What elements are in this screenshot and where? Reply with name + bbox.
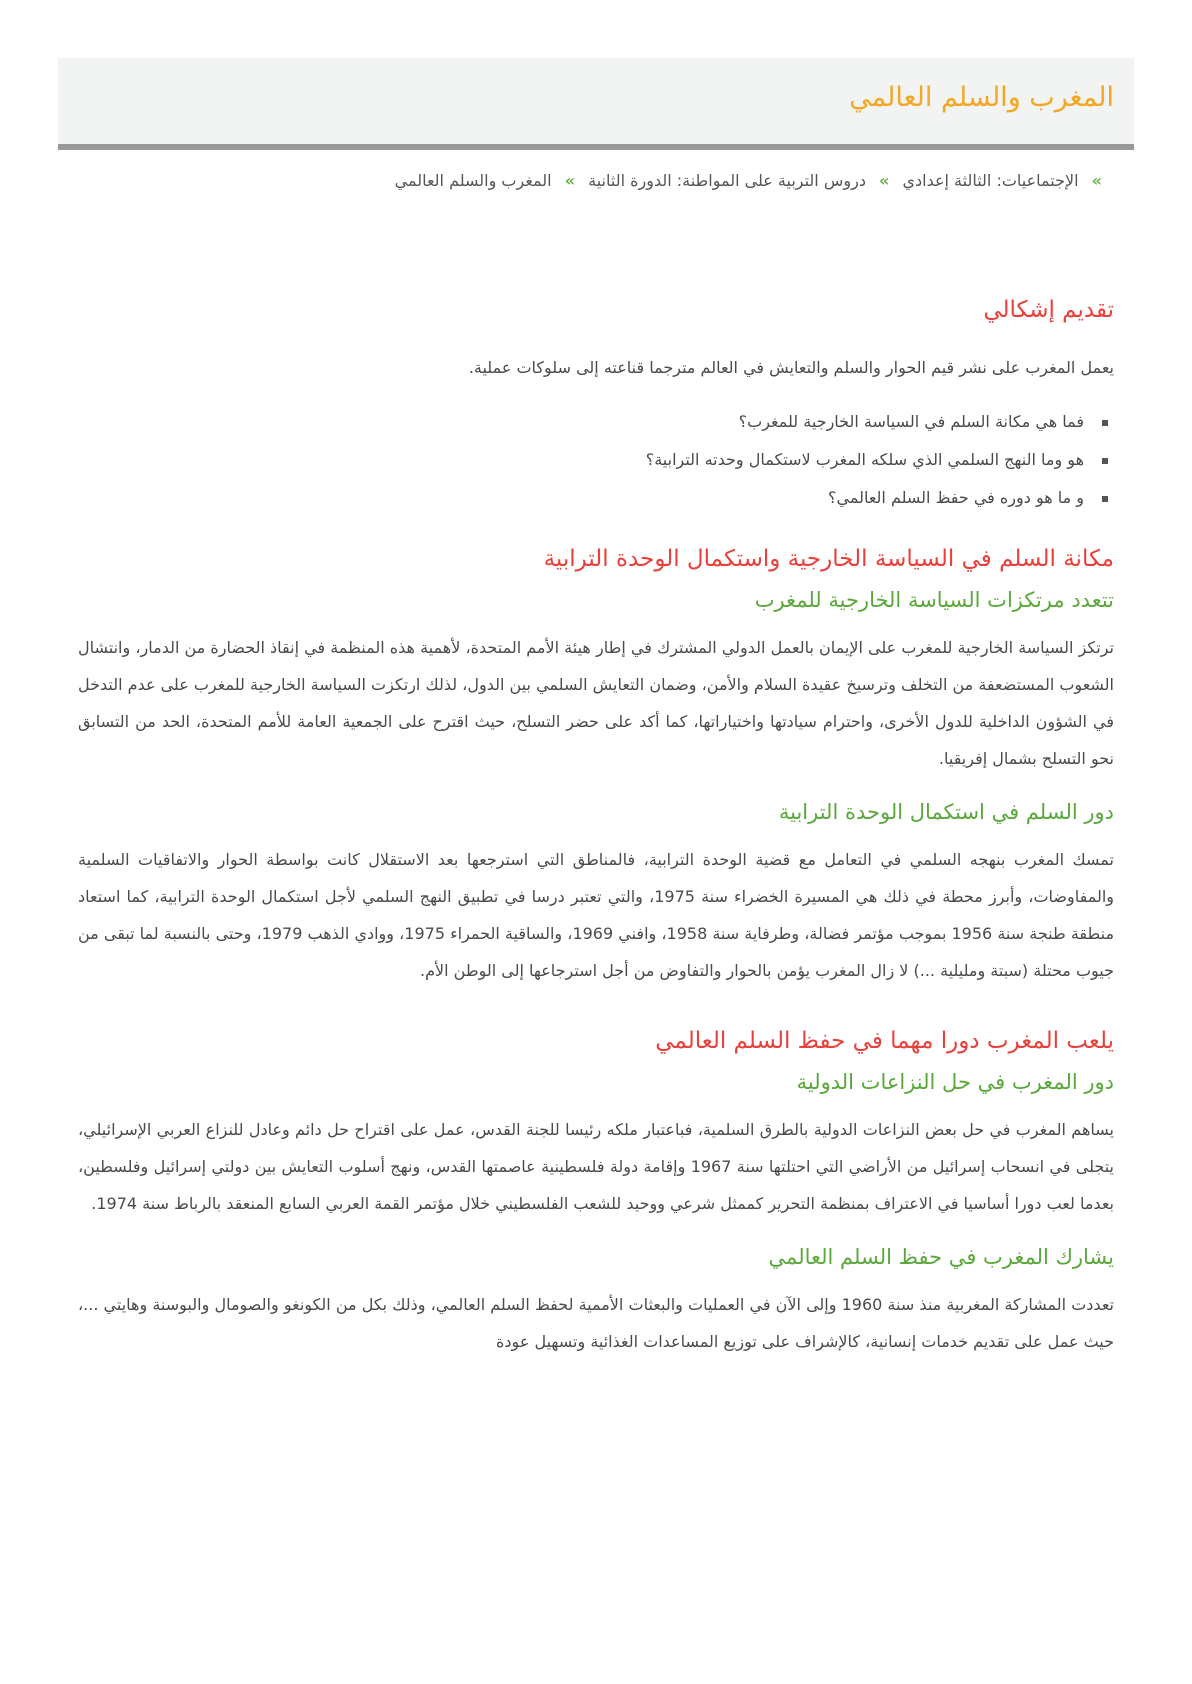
section2-sub1-paragraph: يساهم المغرب في حل بعض النزاعات الدولية بالطرق السلمية، فباعتبار ملكه رئيسا للجنة القدس، عمل على اقتراح حل دائم وعادل للنزاع العربي الإسرائيلي، يتجلى في انسحاب إسرائيل من الأراضي التي احتلتها سنة 1967 وإقامة دولة فلسطينية عاصمتها القدس، ونهج أسلوب التعايش بين دولتي إسرائيل وفلسطين، بعدما لعب دورا أساسيا في الاعتراف بمنظمة التحرير كممثل شرعي ووحيد للشعب الفلسطيني خلال مؤتمر القمة العربي السابع المنعقد بالرباط سنة 1974. xyxy=(78,1120,1115,1213)
list-item: و ما هو دوره في حفظ السلم العالمي؟ xyxy=(78,479,1114,517)
page xyxy=(58,58,1134,1360)
title-bar xyxy=(58,58,1134,150)
list-item: هو وما النهج السلمي الذي سلكه المغرب لاستكمال وحدته الترابية؟ xyxy=(78,441,1114,479)
intro-paragraph: يعمل المغرب على نشر قيم الحوار والسلم والتعايش في العالم مترجما قناعته إلى سلوكات عملية. xyxy=(468,358,1114,377)
list-item: فما هي مكانة السلم في السياسة الخارجية للمغرب؟ xyxy=(78,403,1114,441)
section2-sub2-heading: يشارك المغرب في حفظ السلم العالمي xyxy=(768,1245,1114,1269)
breadcrumb-item-category[interactable]: دروس التربية على المواطنة: الدورة الثانية xyxy=(588,171,866,190)
section2-heading: يلعب المغرب دورا مهما في حفظ السلم العالمي xyxy=(655,1028,1114,1054)
intro-heading: تقديم إشكالي xyxy=(983,297,1114,323)
breadcrumb-item-current: المغرب والسلم العالمي xyxy=(394,171,552,190)
section1-sub1-heading: تتعدد مرتكزات السياسة الخارجية للمغرب xyxy=(754,588,1114,612)
breadcrumb-separator: » xyxy=(879,171,890,190)
page-title: المغرب والسلم العالمي xyxy=(849,82,1114,113)
section1-sub2-paragraph: تمسك المغرب بنهجه السلمي في التعامل مع قضية الوحدة الترابية، فالمناطق التي استرجعها بعد الاستقلال كانت بواسطة الحوار والاتفاقيات السلمية والمفاوضات، وأبرز محطة في ذلك هي المسيرة الخضراء سنة 1975، والتي تعتبر درسا في تطبيق النهج السلمي لأجل استكمال الوحدة الترابية، كما استعاد منطقة طنجة سنة 1956 بموجب مؤتمر فضالة، وطرفاية سنة 1958، وافني 1969، والساقية الحمراء 1975، ووادي الذهب 1979، وحتى بالنسبة لما تبقى من جيوب محتلة (سبتة ومليلية ...) لا زال المغرب يؤمن بالحوار والتفاوض من أجل استرجاعها إلى الوطن الأم. xyxy=(78,850,1115,980)
breadcrumb xyxy=(58,168,1134,194)
breadcrumb-separator: » xyxy=(564,171,576,190)
section1-sub2-heading: دور السلم في استكمال الوحدة الترابية xyxy=(778,800,1114,824)
section2-sub1-heading: دور المغرب في حل النزاعات الدولية xyxy=(796,1070,1114,1094)
article-content xyxy=(58,294,1134,1360)
section1-heading: مكانة السلم في السياسة الخارجية واستكمال الوحدة الترابية xyxy=(543,546,1114,572)
section1-sub1-paragraph: ترتكز السياسة الخارجية للمغرب على الإيمان بالعمل الدولي المشترك في إطار هيئة الأمم المتحدة، لأهمية هذه المنظمة في إنقاذ الحضارة من الدمار، وانتشال الشعوب المستضعفة من التخلف وترسيخ عقيدة السلام والأمن، وضمان التعايش السلمي بين الدول، لذلك ارتكزت السياسة الخارجية للمغرب على عدم التدخل في الشؤون الداخلية للدول الأخرى، واحترام سيادتها واختياراتها، كما أكد على حضر التسلح، حيث اقترح على الجمعية العامة للأمم المتحدة، الحد من التسابق نحو التسلح بشمال إفريقيا. xyxy=(78,638,1114,768)
questions-list xyxy=(78,403,1114,517)
breadcrumb-item-subject[interactable]: الإجتماعيات: الثالثة إعدادي xyxy=(902,171,1079,190)
breadcrumb-separator: » xyxy=(1091,171,1102,190)
section2-sub2-paragraph: تعددت المشاركة المغربية منذ سنة 1960 وإلى الآن في العمليات والبعثات الأممية لحفظ السلم العالمي، وذلك بكل من الكونغو والصومال والبوسنة وهايتي ...، حيث عمل على تقديم خدمات إنسانية، كالإشراف على توزيع المساعدات الغذائية وتسهيل عودة xyxy=(78,1295,1114,1351)
